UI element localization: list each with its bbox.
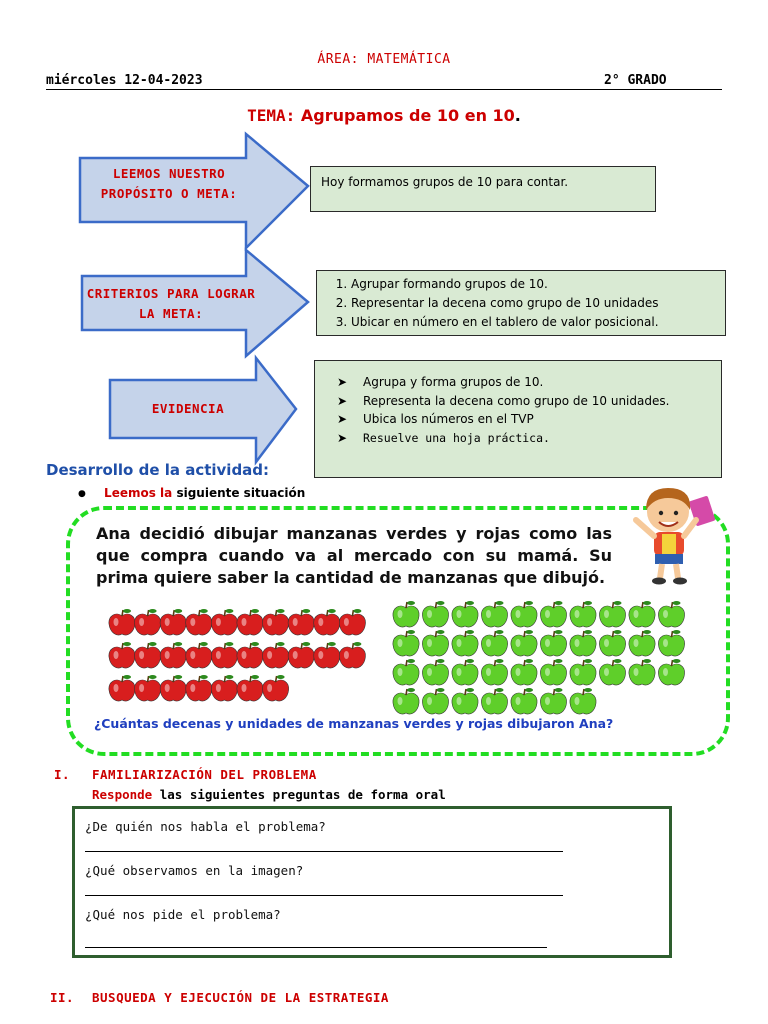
- red-apple: [211, 675, 237, 701]
- green-apple: [422, 659, 448, 685]
- section-i-title: FAMILIARIZACIÓN DEL PROBLEMA: [92, 767, 317, 782]
- green-apple: [452, 688, 478, 714]
- green-apple: [570, 601, 596, 627]
- green-apple: [422, 601, 448, 627]
- green-apple: [452, 630, 478, 656]
- red-apple: [135, 675, 161, 701]
- green-apple: [629, 659, 655, 685]
- proposito-label: LEEMOS NUESTRO PROPÓSITO O META:: [100, 166, 238, 201]
- green-apple: [452, 659, 478, 685]
- red-apple: [160, 642, 186, 668]
- green-apple: [599, 659, 625, 685]
- evidencia-item: ➤ Resuelve una hoja práctica.: [337, 429, 721, 448]
- arrowhead-icon: ➤: [337, 393, 348, 408]
- green-apple: [481, 688, 507, 714]
- red-apple: [314, 609, 340, 635]
- green-apple: [540, 688, 566, 714]
- red-apple: [211, 609, 237, 635]
- green-apple: [511, 630, 537, 656]
- criterios-label: CRITERIOS PARA LOGRAR LA META:: [86, 286, 256, 321]
- tema-text: Agrupamos de 10 en 10: [300, 106, 515, 125]
- date: miércoles 12-04-2023: [46, 73, 203, 88]
- red-apple: [263, 609, 289, 635]
- question-3: ¿Qué nos pide el problema?: [85, 907, 281, 922]
- green-apple: [393, 688, 419, 714]
- criterios-list: [317, 275, 725, 332]
- red-apple: [288, 609, 314, 635]
- evidencia-label: EVIDENCIA: [151, 401, 225, 416]
- red-apple: [339, 609, 365, 635]
- green-apple: [511, 688, 537, 714]
- red-apple: [109, 609, 135, 635]
- green-apple: [481, 630, 507, 656]
- green-apple: [481, 659, 507, 685]
- red-apple: [186, 675, 212, 701]
- red-apple: [186, 609, 212, 635]
- red-apple: [339, 642, 365, 668]
- evidencia-item: ➤ Ubica los números en el TVP: [337, 410, 721, 429]
- tema-label: TEMA:: [247, 106, 296, 125]
- green-apple: [540, 630, 566, 656]
- green-apple: [422, 630, 448, 656]
- red-apple: [211, 642, 237, 668]
- red-apple: [135, 609, 161, 635]
- evidencia-list: [337, 373, 721, 447]
- green-apple: [570, 659, 596, 685]
- situacion-text: Ana decidió dibujar manzanas verdes y rojas como las que compra cuando va al mercado con su mamá. Su prima quiere saber la cantidad de manzanas que dibujó.: [96, 524, 612, 587]
- green-apple: [393, 659, 419, 685]
- green-apple: [599, 630, 625, 656]
- green-apple: [452, 601, 478, 627]
- green-apple: [658, 659, 684, 685]
- evidencia-item: ➤ Representa la decena como grupo de 10 unidades.: [337, 392, 721, 411]
- question-2: ¿Qué observamos en la imagen?: [85, 863, 304, 878]
- grade: 2° GRADO: [604, 73, 667, 88]
- green-apple: [393, 630, 419, 656]
- green-apple: [481, 601, 507, 627]
- answer-line-1[interactable]: [85, 851, 563, 852]
- green-apple: [511, 659, 537, 685]
- green-apple: [540, 659, 566, 685]
- apples-illustration: [100, 600, 700, 716]
- green-apple: [629, 601, 655, 627]
- red-apple: [314, 642, 340, 668]
- proposito-text: Hoy formamos grupos de 10 para contar.: [321, 175, 569, 189]
- green-apple: [658, 601, 684, 627]
- section-ii-title: BUSQUEDA Y EJECUCIÓN DE LA ESTRATEGIA: [92, 990, 389, 1005]
- red-apple: [237, 675, 263, 701]
- green-apple: [570, 688, 596, 714]
- red-apple: [160, 609, 186, 635]
- arrowhead-icon: ➤: [337, 375, 348, 389]
- red-apple: [109, 675, 135, 701]
- criterio-item: 3. Ubicar en número en el tablero de valor posicional.: [351, 313, 725, 332]
- child-illustration: [624, 480, 720, 586]
- proposito-box: [310, 166, 656, 212]
- red-apple: [160, 675, 186, 701]
- red-apple: [263, 675, 289, 701]
- arrowhead-icon: ➤: [337, 412, 348, 426]
- situacion-question: ¿Cuántas decenas y unidades de manzanas verdes y rojas dibujaron Ana?: [94, 716, 614, 731]
- section-i-numeral: I.: [54, 767, 71, 782]
- evidencia-box: [314, 360, 722, 478]
- bullet-dot-icon: ●: [78, 489, 86, 499]
- green-apple: [422, 688, 448, 714]
- green-apple: [658, 630, 684, 656]
- leemos-bullet: ● Leemos la siguiente situación: [78, 486, 306, 500]
- criterio-item: 1. Agrupar formando grupos de 10.: [351, 275, 725, 294]
- answer-line-3[interactable]: [85, 947, 547, 948]
- green-apple: [540, 601, 566, 627]
- evidencia-item: ➤ Agrupa y forma grupos de 10.: [337, 373, 721, 392]
- arrowhead-icon: ➤: [337, 430, 348, 445]
- red-apple: [263, 642, 289, 668]
- red-apple: [237, 642, 263, 668]
- criterio-item: 2. Representar la decena como grupo de 10 unidades: [351, 294, 725, 313]
- red-apple: [186, 642, 212, 668]
- section-ii-numeral: II.: [50, 990, 75, 1005]
- green-apple: [511, 601, 537, 627]
- question-1: ¿De quién nos habla el problema?: [85, 819, 326, 834]
- questions-box: [72, 806, 672, 958]
- red-apple: [109, 642, 135, 668]
- answer-line-2[interactable]: [85, 895, 563, 896]
- area-title: ÁREA: MATEMÁTICA: [317, 52, 451, 67]
- red-apple: [288, 642, 314, 668]
- green-apple: [393, 601, 419, 627]
- tema-period: .: [514, 106, 521, 125]
- criterios-box: [316, 270, 726, 336]
- green-apple: [570, 630, 596, 656]
- responde-instruction: Responde las siguientes preguntas de forma oral: [92, 787, 446, 802]
- green-apple: [629, 630, 655, 656]
- red-apple: [237, 609, 263, 635]
- red-apple: [135, 642, 161, 668]
- desarrollo-title: Desarrollo de la actividad:: [46, 461, 270, 479]
- green-apple: [599, 601, 625, 627]
